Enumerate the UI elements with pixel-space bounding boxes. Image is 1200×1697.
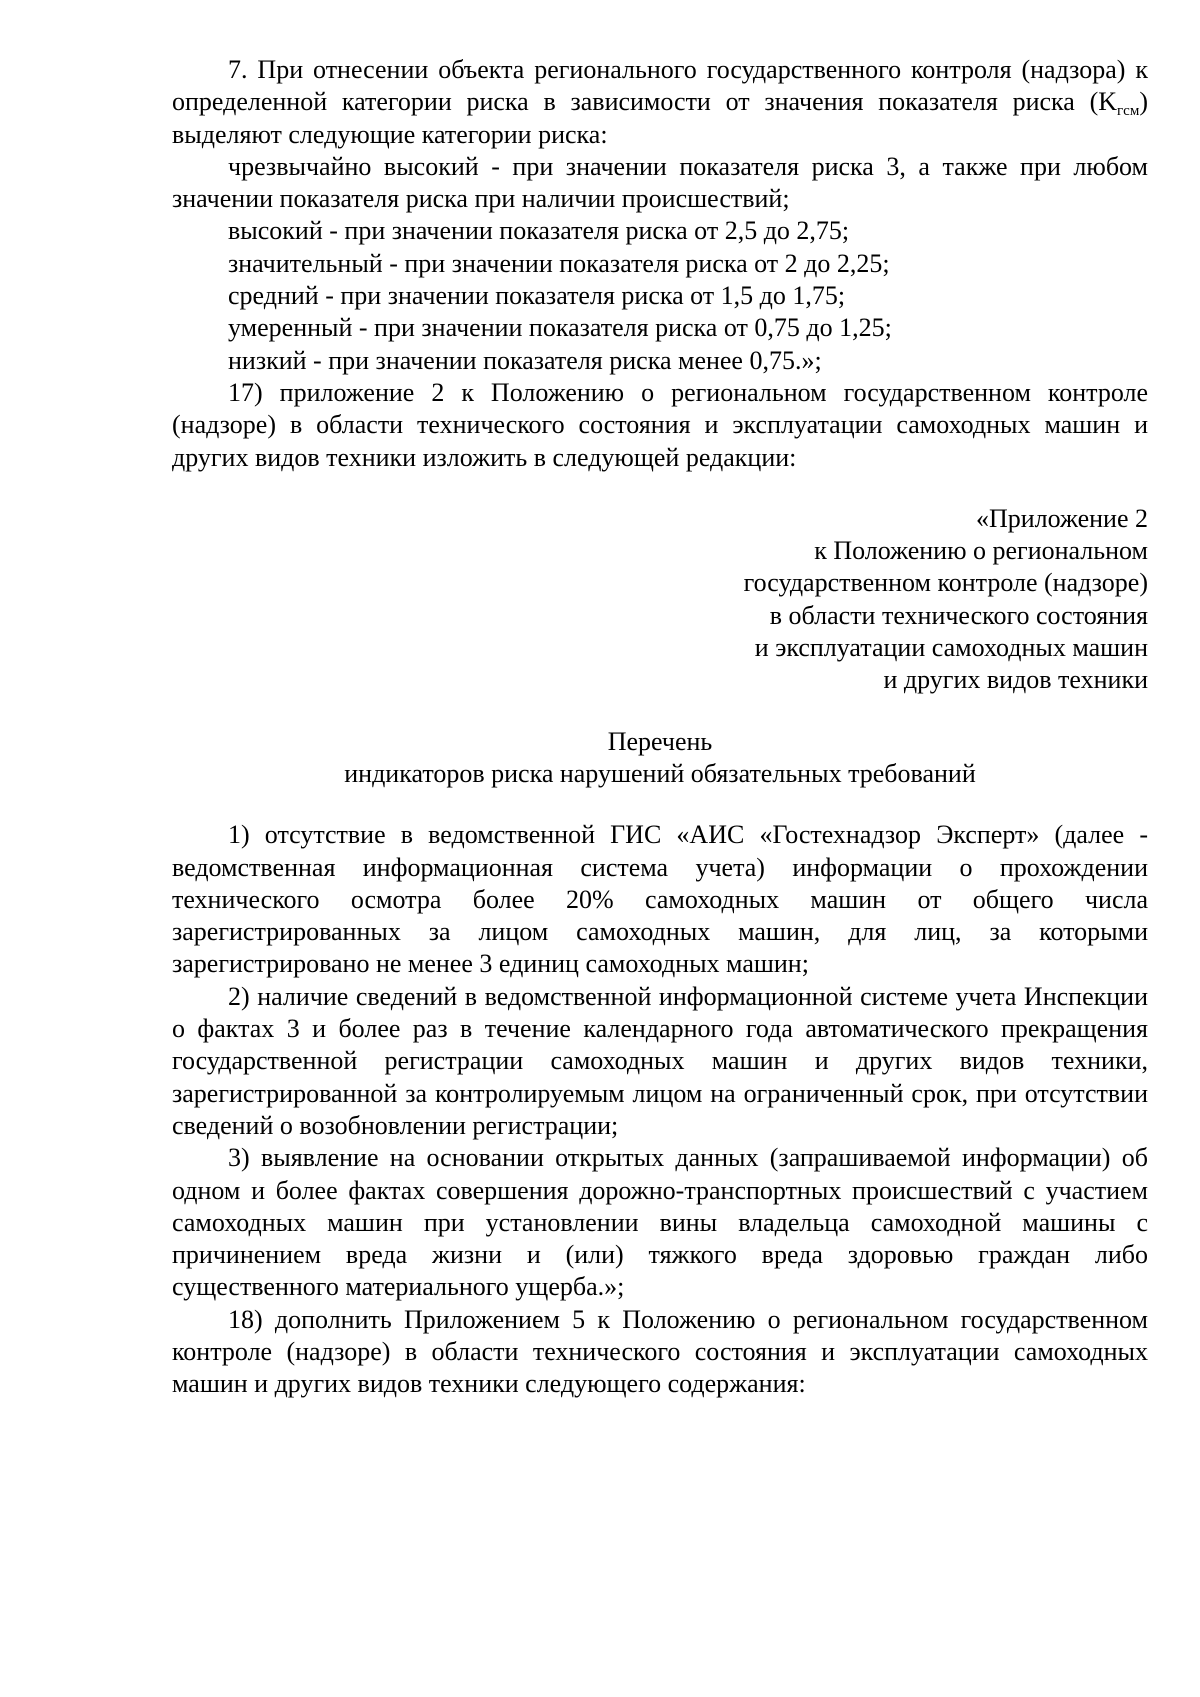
risk-category-item: высокий - при значении показателя риска от 2,5 до 2,75; xyxy=(228,216,850,246)
item-17-paragraph: 17) приложение 2 к Положению о региональном государственном контроле (надзоре) в области технического состояния и эксплуатации самоходных машин и других видов техники изложить в следующей редакции: xyxy=(172,377,1148,472)
heading-title: Перечень xyxy=(607,726,713,756)
appendix-header xyxy=(172,503,1148,697)
risk-index-subscript: гсм xyxy=(1117,103,1140,120)
indicator-list xyxy=(172,819,1148,1400)
appendix-line: государственном контроле (надзоре) xyxy=(743,568,1148,598)
risk-category-item: низкий - при значении показателя риска менее 0,75.»; xyxy=(228,345,822,375)
list-heading xyxy=(172,726,1148,791)
heading-subtitle: индикаторов риска нарушений обязательных требований xyxy=(344,758,976,788)
risk-category-item: средний - при значении показателя риска от 1,5 до 1,75; xyxy=(228,281,846,311)
paragraph-7 xyxy=(172,54,1148,151)
indicator-item: 2) наличие сведений в ведомственной информационной системе учета Инспекции о фактах 3 и более раз в течение календарного года автоматического прекращения государственной регистрации самоходных машин и других видов техники, зарегистрированной за контролируемым лицом на ограниченный срок, при отсутствии сведений о возобновлении регистрации; xyxy=(172,981,1148,1140)
appendix-line: «Приложение 2 xyxy=(975,503,1148,533)
document-page xyxy=(172,54,1148,1401)
appendix-line: и эксплуатации самоходных машин xyxy=(754,633,1148,663)
risk-category-item: значительный - при значении показателя риска от 2 до 2,25; xyxy=(228,248,890,278)
item-18-paragraph: 18) дополнить Приложением 5 к Положению о региональном государственном контроле (надзоре) в области технического состояния и эксплуатации самоходных машин и других видов техники следующего содержания: xyxy=(172,1304,1148,1399)
risk-category-item: чрезвычайно высокий - при значении показателя риска 3, а также при любом значении показателя риска при наличии происшествий; xyxy=(172,151,1148,214)
appendix-line: и других видов техники xyxy=(883,665,1148,695)
appendix-line: к Положению о региональном xyxy=(814,536,1148,566)
appendix-line: в области технического состояния xyxy=(769,600,1148,630)
paragraph-7-start: 7. При отнесении объекта регионального государственного контроля (надзора) к определенной категории риска в зависимости от значения показателя риска (K xyxy=(172,55,1148,117)
indicator-item: 1) отсутствие в ведомственной ГИС «АИС «Гостехнадзор Эксперт» (далее - ведомственная информационная система учета) информации о прохождении технического осмотра более 20% самоходных машин от общего числа зарегистрированных за лицом самоходных машин, для лиц, за которыми зарегистрировано не менее 3 единиц самоходных машин; xyxy=(172,820,1148,979)
risk-category-item: умеренный - при значении показателя риска от 0,75 до 1,25; xyxy=(228,313,892,343)
paragraph-7-end: ) выделяют следующие категории риска: xyxy=(172,87,1148,149)
indicator-item: 3) выявление на основании открытых данных (запрашиваемой информации) об одном и более фактах совершения дорожно-транспортных происшествий с участием самоходных машин при установлении вины владельца самоходной машины с причинением вреда жизни и (или) тяжкого вреда здоровью граждан либо существенного материального ущерба.»; xyxy=(172,1143,1148,1302)
